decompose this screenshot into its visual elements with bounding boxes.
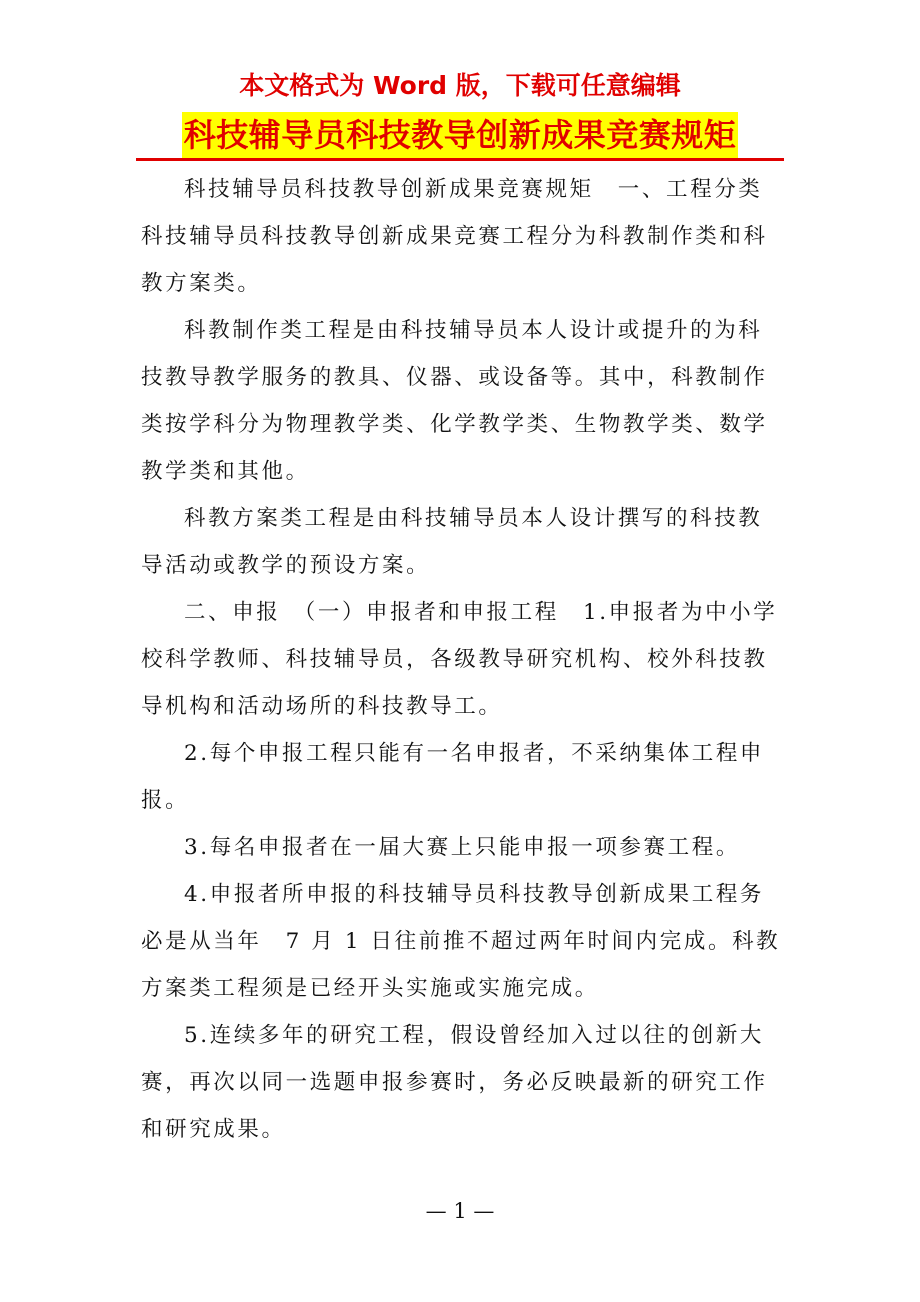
download-notice: 本文格式为 Word 版，下载可任意编辑 bbox=[239, 71, 681, 100]
paragraph: 2.每个申报工程只能有一名申报者，不采纳集体工程申报。 bbox=[141, 741, 765, 813]
title-divider bbox=[136, 158, 784, 161]
paragraph: 科教制作类工程是由科技辅导员本人设计或提升的为科技教导教学服务的教具、仪器、或设备等。其中，科教制作类按学科分为物理教学类、化学教学类、生物教学类、数学教学类和其他。 bbox=[141, 318, 768, 484]
document-body bbox=[141, 166, 787, 1153]
document-title: 科技辅导员科技教导创新成果竞赛规矩 bbox=[182, 112, 739, 158]
paragraph: 3.每名申报者在一届大赛上只能申报一项参赛工程。 bbox=[184, 835, 740, 860]
paragraph: 5.连续多年的研究工程，假设曾经加入过以往的创新大赛，再次以同一选题申报参赛时，务必反映最新的研究工作和研究成果。 bbox=[141, 1023, 768, 1142]
paragraph: 二、申报 （一）申报者和申报工程 1.申报者为中小学校科学教师、科技辅导员，各级教导研究机构、校外科技教导机构和活动场所的科技教导工。 bbox=[141, 600, 778, 719]
paragraph: 4.申报者所申报的科技辅导员科技教导创新成果工程务必是从当年 7 月 1 日往前推不超过两年时间内完成。科教方案类工程须是已经开头实施或实施完成。 bbox=[141, 882, 781, 1001]
title-container bbox=[0, 112, 920, 158]
paragraph: 科教方案类工程是由科技辅导员本人设计撰写的科技教导活动或教学的预设方案。 bbox=[141, 506, 763, 578]
page-number: — 1 — bbox=[425, 1199, 495, 1223]
paragraph: 科技辅导员科技教导创新成果竞赛规矩 一、工程分类 科技辅导员科技教导创新成果竞赛工程分为科教制作类和科教方案类。 bbox=[141, 177, 787, 296]
